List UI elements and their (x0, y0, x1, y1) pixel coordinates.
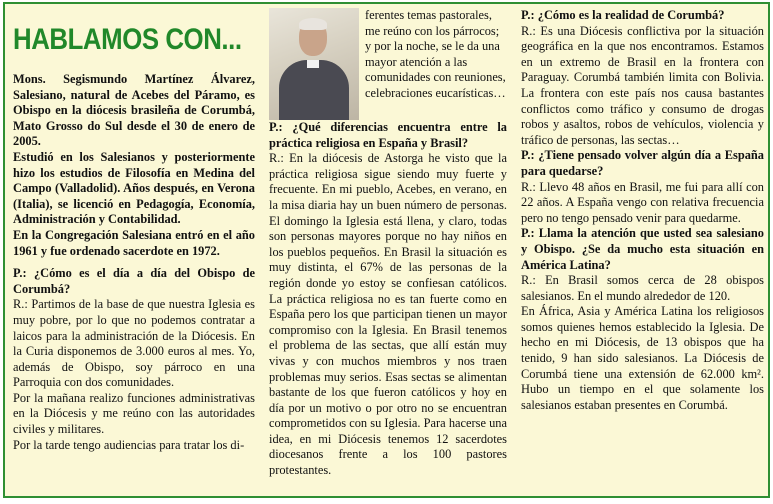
congregation-paragraph: En la Congregación Salesiana entró en el año 1961 y fue ordenado sacerdote en 1972. (13, 227, 255, 258)
article-page (3, 2, 770, 498)
question-3: P.: ¿Cómo es la realidad de Corumbá? (521, 8, 725, 22)
answer-3: R.: Es una Diócesis conflictiva por la situación geográfica en la que nos encontramos. Estamos en un extremo de Brasil en la frontera con Paraguay. Corumbá también limita con Bolivia. La frontera con este país nos causa bastantes conflictos como tráfico y consumo de drogas robos y asaltos, robos de vehículos, violencia y tráfico de personas, las sectas… (521, 23, 764, 147)
photo-block (269, 8, 507, 120)
bishop-photo (269, 8, 359, 120)
question-2: P.: ¿Qué diferencias encuentra entre la práctica religiosa en España y Brasil? (269, 120, 507, 150)
question-4: P.: ¿Tiene pensado volver algún día a España para quedarse? (521, 148, 764, 178)
intro-paragraph: Mons. Segismundo Martínez Álvarez, Salesiano, natural de Acebes del Páramo, es Obispo en la diócesis brasileña de Corumbá, Mato Grosso do Sul desde el 30 de enero de 2005. (13, 72, 255, 149)
column-2 (269, 8, 507, 479)
article-title: HABLAMOS CON... (13, 23, 242, 56)
answer-1c: Por la tarde tengo audiencias para tratar los di- (13, 437, 245, 452)
answer-5: R.: En Brasil somos cerca de 28 obispos salesianos. En el mundo alrededor de 120. (521, 273, 764, 303)
column-1 (13, 8, 255, 453)
answer-5b: En África, Asia y América Latina los religiosos somos quienes hemos establecido la Iglesia. De hecho en mi Diócesis, de 13 obispos que ha tenido, 9 han sido salesianos. La Diócesis de Corumbá tiene una extensión de 62.000 km². Hubo un tiempo en el que solamente los salesianos estaban presentes en Corumbá. (521, 304, 764, 412)
answer-1b: Por la mañana realizo funciones administrativas en la Diócesis y me reúno con las autoridades civiles y militares. (13, 390, 255, 437)
studies-paragraph: Estudió en los Salesianos y posteriormente hizo los estudios de Filosofía en Medina del Campo (Valladolid). Años después, en Verona (Italia), se licenció en Pedagogía, Economía, Administración y Contabilidad. (13, 149, 255, 227)
question-1: P.: ¿Cómo es el día a día del Obispo de Corumbá? (13, 266, 255, 296)
answer-1: R.: Partimos de la base de que nuestra Iglesia es muy pobre, por lo que no podemos contratar a laicos para la administración de la Diócesis. En la Curia disponemos de 3.000 euros al mes. Yo, además de Obispo, soy párroco en una Parroquia con dos comunidades. (13, 297, 255, 390)
answer-2: R.: En la diócesis de Astorga he visto que la práctica religiosa sigue siendo muy fuerte y frecuente. En mi pueblo, Acebes, en verano, en la misa diaria hay un buen número de personas. El domingo la Iglesia está llena, y claro, todas son personas mayores porque no hay niños en los pueblos pequeños. En Brasil la situación es muy distinta, el 67% de las personas de la región donde yo estoy se confiesan católicos. La práctica religiosa no es tan fuerte como en España pero los que participan tienen un mayor compromiso con la Iglesia. En Brasil tenemos el problema de las sectas, que allí están muy vivas y con muchos miembros y nos traen problemas muy serios. Esas sectas se alimentan bastante de los que fueron católicos y hoy en día por un motivo o por otro no se encuentran comprometidos con su Iglesia. Para hacerse una idea, en mi Diócesis tenemos 12 sacerdotes diocesanos frente a los 100 pastores protestantes. (269, 151, 507, 478)
question-5: P.: Llama la atención que usted sea salesiano y Obispo. ¿Se da mucho esta situación en América Latina? (521, 226, 764, 272)
photo-side-text: ferentes temas pastorales, me reúno con los párrocos; y por la noche, se le da una mayor atención a las comunidades con reuniones, celebraciones eucarísticas… (365, 8, 506, 100)
column-3 (521, 8, 764, 413)
answer-4: R.: Llevo 48 años en Brasil, me fui para allí con 22 años. A España vengo con relativa frecuencia pero no tengo pensado venir para quedarme. (521, 179, 764, 225)
